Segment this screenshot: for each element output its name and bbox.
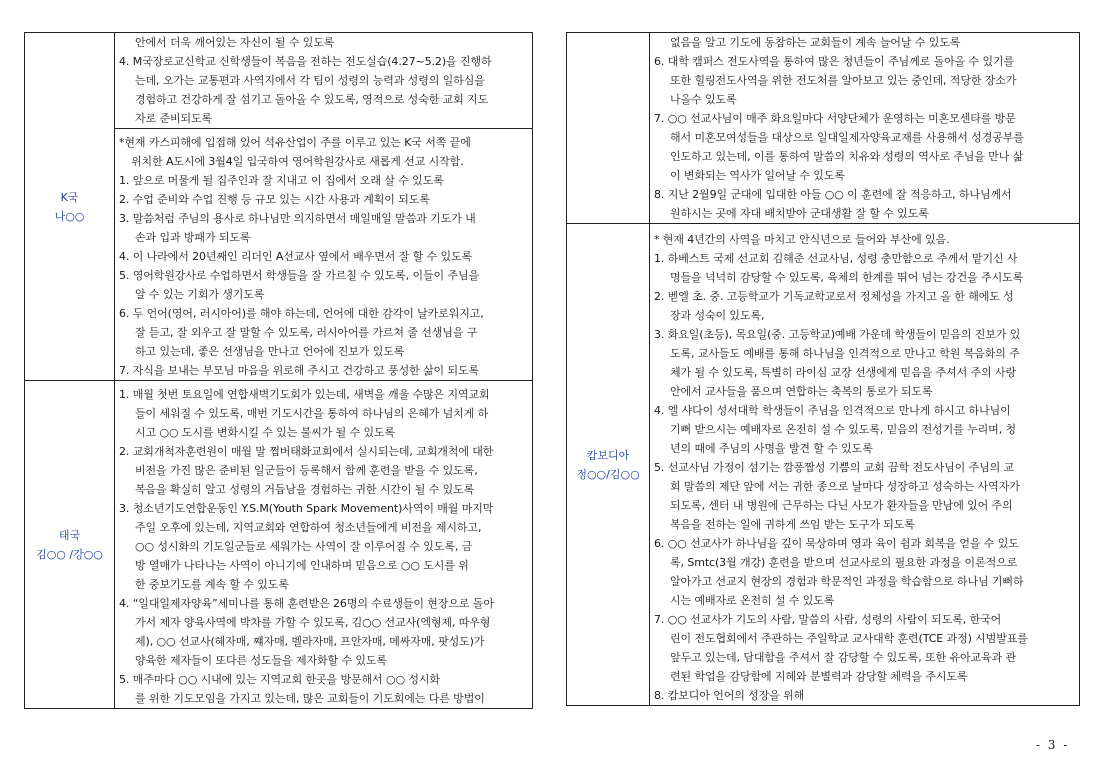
list-item: 6. 대학 캠퍼스 전도사역을 통하여 많은 청년들이 주님께로 돌아올 수 있기를 — [654, 55, 1015, 68]
prayer-list — [115, 33, 533, 381]
list-item: 4. “일대일제자양육”세미나를 통해 훈련받은 26명의 수료생들이 현장으로 돌아 — [119, 597, 494, 610]
list-item: 잘 듣고, 잘 외우고 잘 말할 수 있도록, 러시아어를 가르쳐 줄 선생님을 구 — [135, 326, 478, 339]
list-item: 나올수 있도록 — [670, 93, 737, 106]
list-item: 년의 때에 주님의 사명을 발견 할 수 있도록 — [670, 442, 873, 455]
country-name: 캄보디아 — [586, 448, 630, 462]
list-item: 7. 자식을 보내는 부모님 마음을 위로해 주시고 건강하고 풍성한 삶이 되도록 — [119, 364, 480, 377]
list-item: 제), ○○ 선교사(혜자매, 쨰자매, 벨라자매, 프안자매, 메싸자매, 팟성도)가 — [135, 635, 485, 648]
list-item: * 현재 4년간의 사역을 마치고 안식년으로 들어와 부산에 있음. — [654, 233, 950, 246]
list-item: 자로 준비되도록 — [135, 112, 213, 125]
table-row — [25, 33, 533, 381]
list-item: 주일 오후에 있는데, 지역교회와 연합하여 청소년들에게 비전을 제시하고, — [135, 521, 482, 534]
list-item: 경험하고 건강하게 잘 섬기고 돌아올 수 있도록, 영적으로 성숙한 교회 지도 — [135, 93, 489, 106]
list-item: 련된 학업을 감당함에 지혜와 분별력과 감당할 체력을 주시도록 — [670, 670, 968, 683]
list-item: 1. 매월 첫번 토요일에 연합새벽기도회가 있는데, 새벽을 깨울 수많은 지역교회 — [119, 388, 490, 401]
list-item: 앞두고 있는데, 담대함을 주셔서 잘 감당할 수 있도록, 또한 유아교육과 관 — [670, 651, 1017, 664]
prayer-list — [115, 381, 533, 709]
name-cell — [25, 381, 115, 709]
name-cell-empty — [567, 33, 650, 224]
list-item: 위치한 A도시에 3월4일 입국하여 영어학원강사로 새롭게 선교 시작함. — [131, 155, 464, 168]
list-item: 1. 하베스트 국제 선교회 김해준 선교사님, 성령 충만함으로 주께서 맡기신 사 — [654, 252, 1018, 265]
list-item: 명들을 넉넉히 감당할 수 있도록, 육체의 한계를 뛰어 넘는 강건을 주시도록 — [670, 271, 1024, 284]
list-item: 4. M국장로교신학교 신학생들이 복음을 전하는 전도실습(4.27~5.2)을 진행하 — [119, 55, 492, 68]
person-name: 김○○ /강○○ — [36, 547, 103, 561]
list-item: 3. 청소년기도연합운동인 Y.S.M(Youth Spark Movement)사역이 매월 마지막 — [119, 502, 494, 515]
list-item: 안에서 교사들을 품으며 연합하는 축복의 통로가 되도록 — [670, 385, 933, 398]
list-item: 체가 될 수 있도록, 특별히 라이심 교장 선생에게 믿음을 주셔서 주의 사랑 — [670, 366, 1017, 379]
list-item: 들이 세워질 수 있도록, 매번 기도시간을 통하여 하나님의 은혜가 넘치게 하 — [135, 407, 489, 420]
name-cell — [567, 224, 650, 706]
person-name: 정○○/김○○ — [576, 467, 640, 481]
prev-continuation — [119, 33, 528, 128]
list-item: 가서 제자 양육사역에 박차를 가할 수 있도록, 김○○ 선교사(엑형제, 따우형 — [135, 616, 491, 629]
left-prayer-table — [24, 32, 533, 709]
list-item: 한 중보기도를 계속 할 수 있도록 — [135, 578, 289, 591]
list-item: 6. 두 언어(영어, 러시아어)를 해야 하는데, 언어에 대한 감각이 날카로워지고, — [119, 307, 484, 320]
list-item: 복음을 확실히 알고 성령의 거듭남을 경험하는 귀한 시간이 될 수 있도록 — [135, 483, 475, 496]
list-item: 안에서 더욱 깨어있는 자신이 될 수 있도록 — [135, 36, 335, 49]
list-item: 비전을 가진 많은 준비된 일군들이 등록해서 함께 훈련을 받을 수 있도록, — [135, 464, 478, 477]
list-item: 7. ○○ 선교사가 기도의 사람, 말씀의 사람, 성령의 사람이 되도록, 한국어 — [654, 613, 1002, 626]
list-item: 양육한 제자들이 또다른 성도들을 제자화할 수 있도록 — [135, 654, 387, 667]
list-item: 1. 앞으로 머물게 될 집주인과 잘 지내고 이 집에서 오래 살 수 있도록 — [119, 174, 444, 187]
list-item: *현재 카스피해에 입접해 있어 석유산업이 주를 이루고 있는 K국 서쪽 끝에 — [119, 136, 471, 149]
list-item: 장과 성숙이 있도록, — [670, 309, 765, 322]
list-item: 회 말씀의 제단 앞에 서는 귀한 종으로 날마다 성장하고 성숙하는 사역자가 — [670, 480, 1020, 493]
list-item: 5. 영어학원강사로 수업하면서 학생들을 잘 가르칠 수 있도록, 이들이 주님을 — [119, 269, 480, 282]
list-item: 알아가고 선교지 현장의 경험과 학문적인 과정을 학습함으로 하나님 기뻐하 — [670, 575, 1024, 588]
list-item: 없음을 알고 기도에 동참하는 교회들이 계속 늘어날 수 있도록 — [670, 36, 961, 49]
list-item: 5. 선교사님 가정이 섬기는 깜퐁짬성 기쁨의 교회 끔학 전도사님이 주님의 교 — [654, 461, 1015, 474]
list-item: 8. 지난 2월9일 군대에 입대한 아들 ○○ 이 훈련에 잘 적응하고, 하나님께서 — [654, 188, 1012, 201]
table-row — [567, 33, 1080, 224]
list-item: 3. 말씀처럼 주님의 용사로 하나님만 의지하면서 매일매일 말씀과 기도가 내 — [119, 212, 476, 225]
right-prayer-table — [566, 32, 1080, 706]
list-item: 원하시는 곳에 자대 배치받아 군대생활 잘 할 수 있도록 — [670, 207, 929, 220]
list-item: 6. ○○ 선교사가 하나님을 깊이 묵상하며 영과 육이 쉼과 회복을 얻을 수 있도 — [654, 537, 1019, 550]
list-item: 4. 엘 샤다이 성서대학 학생들이 주님을 인격적으로 만나게 하시고 하나님이 — [654, 404, 1011, 417]
list-item: 방 열매가 나타나는 사역이 아니기에 인내하며 믿음으로 ○○ 도시를 위 — [135, 559, 469, 572]
name-cell — [25, 33, 115, 381]
list-item: 3. 화요일(초등), 목요일(중. 고등학교)예배 가운데 학생들이 믿음의 진보가 있 — [654, 328, 1021, 341]
list-item: 4. 이 나라에서 20년째인 리더인 A선교사 옆에서 배우면서 잘 할 수 있도록 — [119, 250, 473, 263]
list-item: 기뻐 받으시는 예배자로 온전히 설 수 있도록, 믿음의 전성기를 누리며, 청 — [670, 423, 1017, 436]
list-item: 또한 힐링전도사역을 위한 전도처를 알아보고 있는 중인데, 적당한 장소가 — [670, 74, 1017, 87]
table-row — [25, 381, 533, 709]
list-item: 2. 수업 준비와 수업 진행 등 규모 있는 시간 사용과 계획이 되도록 — [119, 193, 430, 206]
list-item: 되도록, 센터 내 병원에 근무하는 다닌 사모가 환자들을 만남에 있어 주의 — [670, 499, 1013, 512]
list-item: 2. 벧엘 초. 중. 고등학교가 기독교학교로서 정체성을 가지고 올 한 해에도 성 — [654, 290, 1014, 303]
person-name: 나○○ — [54, 209, 85, 223]
list-item: 7. ○○ 선교사님이 매주 화요일마다 서양단체가 운영하는 미혼모센타를 방문 — [654, 112, 1016, 125]
list-item: 린이 전도협회에서 주관하는 주일학교 교사대학 훈련(TCE 과정) 시범발표를 — [670, 632, 1028, 645]
list-item: 손과 입과 방패가 되도록 — [135, 231, 251, 244]
prayer-list — [650, 33, 1080, 224]
list-item: 복음을 전하는 일에 귀하게 쓰임 받는 도구가 되도록 — [670, 518, 915, 531]
list-item: 시고 ○○ 도시를 변화시킬 수 있는 불씨가 될 수 있도록 — [135, 426, 396, 439]
country-name: K국 — [60, 190, 79, 204]
page-number: - 3 - — [1036, 738, 1070, 752]
list-item: 해서 미혼모여성들을 대상으로 일대일제자양육교재를 사용해서 성경공부를 — [670, 131, 1024, 144]
prayer-list — [650, 224, 1080, 706]
table-row — [567, 224, 1080, 706]
list-item: 8. 캄보디아 언어의 성장을 위해 — [654, 689, 805, 702]
list-item: 이 변화되는 역사가 일어날 수 있도록 — [670, 169, 845, 182]
list-item: 2. 교회개척자훈련원이 매월 말 쩜버태화교회에서 실시되는데, 교회개척에 대한 — [119, 445, 494, 458]
list-item: 를 위한 기도모임을 가지고 있는데, 많은 교회들이 기도회에는 다른 방법이 — [135, 692, 485, 705]
list-item: 인도하고 있는데, 이를 통하여 말씀의 치유와 성령의 역사로 주님을 만나 삶 — [670, 150, 1024, 163]
list-item: ○○ 성시화의 기도일군들로 세워가는 사역이 잘 이루어질 수 있도록, 금 — [135, 540, 473, 553]
list-item: 알 수 있는 기회가 생기도록 — [135, 288, 265, 301]
list-item: 5. 매주마다 ○○ 시내에 있는 지역교회 한곳을 방문해서 ○○ 성시화 — [119, 673, 440, 686]
list-item: 시는 예배자로 온전히 설 수 있도록 — [670, 594, 835, 607]
list-item: 록, Smtc(3월 개강) 훈련을 받으며 선교사로의 필요한 과정을 이론적으로 — [670, 556, 1018, 569]
list-item: 는데, 오가는 교통편과 사역지에서 각 팀이 성령의 능력과 성령의 일하심을 — [135, 74, 485, 87]
country-name: 태국 — [58, 528, 81, 542]
list-item: 도록, 교사들도 예배를 통해 하나님을 인격적으로 만나고 학원 복음화의 주 — [670, 347, 1020, 360]
list-item: 하고 있는데, 좋은 선생님을 만나고 언어에 진보가 있도록 — [135, 345, 405, 358]
